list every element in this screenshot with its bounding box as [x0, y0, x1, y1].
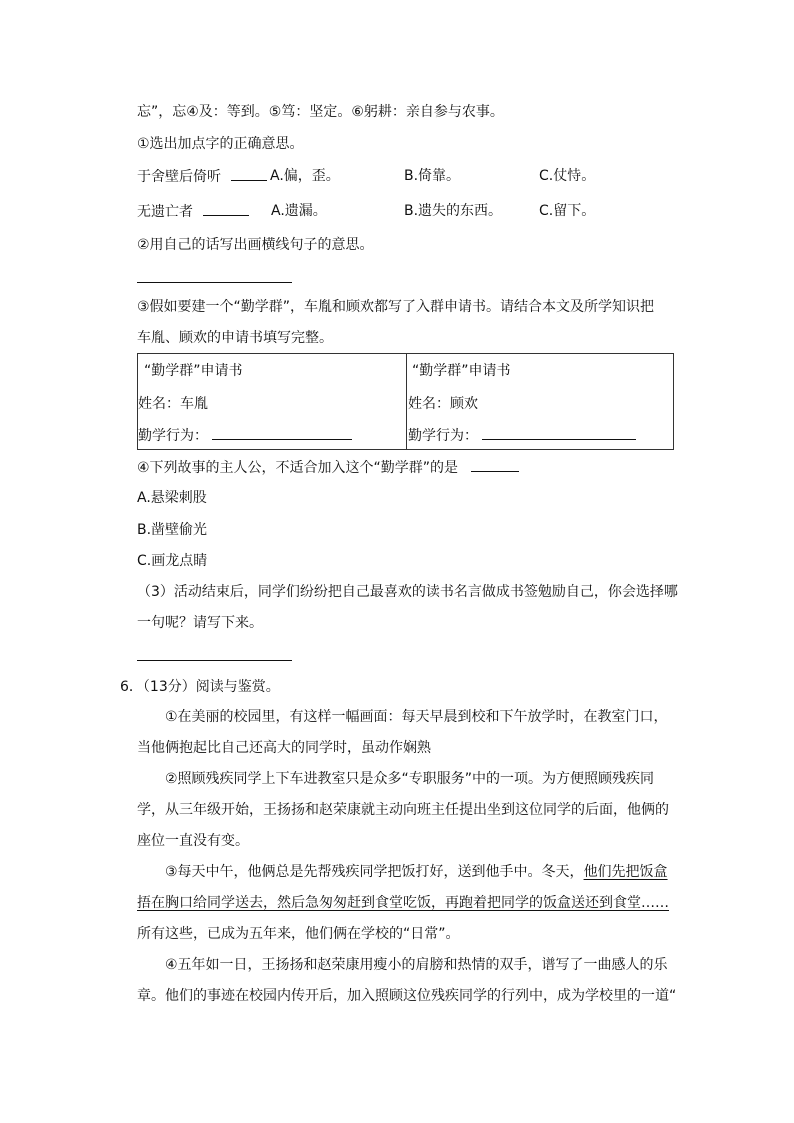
q1-row1-option-a: A.偏，歪。 — [270, 168, 340, 184]
right-form-behavior-label: 勤学行为： — [408, 428, 478, 444]
q1-row1-stem-text: 于舍壁后倚听 — [137, 169, 221, 185]
q1-row2-answer-blank[interactable] — [203, 201, 249, 216]
right-form-behavior-blank[interactable] — [482, 425, 636, 440]
left-form-behavior-label: 勤学行为： — [138, 428, 208, 444]
left-form-behavior — [138, 425, 352, 446]
q1-row2-stem-text: 无遗亡者 — [137, 204, 193, 220]
q4-answer-blank[interactable] — [471, 457, 519, 472]
q1-row2-stem — [137, 201, 249, 222]
question-4-stem — [137, 457, 519, 478]
q1-row1-option-b: B.倚靠。 — [404, 168, 461, 184]
q4-option-a: A.悬梁刺股 — [137, 490, 207, 506]
passage-p3-line1 — [165, 862, 668, 882]
q5-answer-line[interactable] — [137, 660, 292, 661]
application-form-table — [137, 353, 674, 450]
passage-p1-line2: 当他俩抱起比自己还高大的同学时，虽动作娴熟 — [137, 740, 431, 756]
passage-p3-line3: 所有这些，已成为五年来，他们俩在学校的“日常”。 — [137, 926, 460, 942]
question-1-prompt: ①选出加点字的正确意思。 — [137, 136, 304, 152]
passage-p3-line1-plain: ③每天中午，他俩总是先帮残疾同学把饭打好，送到他手中。冬天， — [165, 864, 584, 880]
passage-p2-line2: 学，从三年级开始，王扬扬和赵荣康就主动向班主任提出坐到这位同学的后面，他俩的 — [137, 802, 669, 818]
right-form-behavior — [408, 425, 636, 446]
q1-row1-option-c: C.仗恃。 — [539, 168, 596, 184]
q1-row1-answer-blank[interactable] — [231, 166, 267, 181]
left-form-name: 姓名：车胤 — [138, 396, 208, 412]
q4-option-b: B.凿壁偷光 — [137, 522, 208, 538]
right-form-name: 姓名：顾欢 — [408, 396, 478, 412]
q1-row1-stem — [137, 166, 267, 187]
table-divider — [406, 354, 407, 449]
question-2-prompt: ②用自己的话写出画横线句子的意思。 — [137, 237, 374, 253]
question-3-line2: 车胤、顾欢的申请书填写完整。 — [137, 330, 333, 346]
passage-p2-line1: ②照顾残疾同学上下车进教室只是众多“专职服务”中的一项。为方便照顾残疾同 — [165, 771, 655, 787]
q4-option-c: C.画龙点睛 — [137, 553, 208, 569]
left-form-title: “勤学群”申请书 — [144, 363, 243, 379]
passage-p1-line1: ①在美丽的校园里，有这样一幅画面：每天早晨到校和下午放学时，在教室门口， — [165, 709, 668, 725]
right-form-title: “勤学群”申请书 — [412, 363, 511, 379]
passage-p4-line2: 章。他们的事迹在校园内传开后，加入照顾这位残疾同学的行列中，成为学校里的一道“ — [137, 988, 677, 1004]
question-3-line1: ③假如要建一个“勤学群”，车胤和顾欢都写了入群申请书。请结合本文及所学知识把 — [137, 299, 655, 315]
q1-row2-option-a: A.遗漏。 — [271, 203, 327, 219]
question-5-line2: 一句呢？请写下来。 — [137, 615, 263, 631]
question-4-stem-text: ④下列故事的主人公，不适合加入这个“勤学群”的是 — [137, 460, 459, 476]
q2-answer-line[interactable] — [137, 282, 292, 283]
q1-row2-option-b: B.遗失的东西。 — [404, 203, 503, 219]
section-6-heading: 6．（13分）阅读与鉴赏。 — [120, 679, 280, 695]
question-5-line1: （3）活动结束后，同学们纷纷把自己最喜欢的读书名言做成书签勉励自己，你会选择哪 — [137, 584, 678, 600]
passage-p3-underlined-line2: 捂在胸口给同学送去，然后急匆匆赶到食堂吃饭，再跑着把同学的饭盒送还到食堂…… — [137, 895, 669, 911]
left-form-behavior-blank[interactable] — [212, 425, 352, 440]
passage-p2-line3: 座位一直没有变。 — [137, 833, 249, 849]
q1-row2-option-c: C.留下。 — [539, 203, 596, 219]
passage-p3-underlined-start: 他们先把饭盒 — [583, 864, 668, 880]
passage-p4-line1: ④五年如一日，王扬扬和赵荣康用瘦小的肩膀和热情的双手，谱写了一曲感人的乐 — [165, 957, 668, 973]
footnote-line: 忘”，忘④及：等到。⑤笃：坚定。⑥躬耕：亲自参与农事。 — [137, 104, 504, 120]
